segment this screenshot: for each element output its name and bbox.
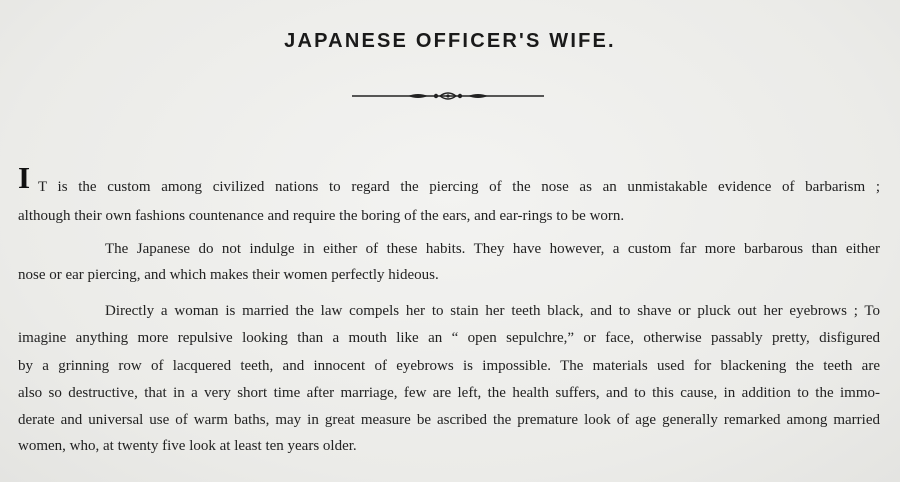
paragraph-1-line-2: although their own fashions countenance and require the boring of the ears, and ear-rings to be worn. [18,208,625,224]
ornamental-divider [352,89,544,103]
drop-cap-letter: I [18,160,31,195]
paragraph-3-line-2: imagine anything more repulsive looking than a mouth like an “ open sepulchre,” or face, otherwise passably pretty, disfigured [18,330,880,346]
paragraph-3-line-4: also so destructive, that in a very short time after marriage, few are left, the health suffers, and to this cause, in addition to the immo- [18,385,880,401]
paragraph-1-line-1: T is the custom among civilized nations to regard the piercing of the nose as an unmistakable evidence of barbarism ; [38,179,880,195]
paragraph-2-line-1: The Japanese do not indulge in either of these habits. They have however, a custom far more barbarous than either [105,241,880,257]
paragraph-3-line-6: women, who, at twenty five look at least ten years older. [18,438,357,454]
page-title: JAPANESE OFFICER'S WIFE. [284,30,616,52]
paragraph-3-line-5: derate and universal use of warm baths, may in great measure be ascribed the premature look of age generally remarked among married [18,412,880,428]
paragraph-3-line-1: Directly a woman is married the law compels her to stain her teeth black, and to shave or pluck out her eyebrows ; To [105,303,880,319]
paragraph-3-line-3: by a grinning row of lacquered teeth, and innocent of eyebrows is impossible. The materials used for blackening the teeth are [18,358,880,374]
paragraph-2-line-2: nose or ear piercing, and which makes their women perfectly hideous. [18,267,439,283]
